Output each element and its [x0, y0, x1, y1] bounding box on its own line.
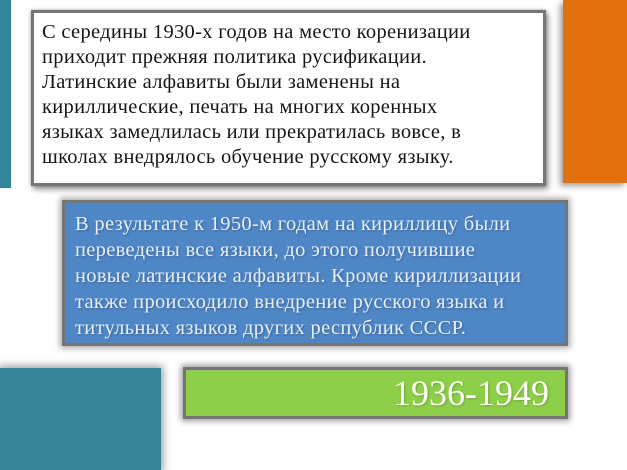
- date-range-label: 1936-1949: [393, 373, 549, 413]
- text-box-russification: [31, 10, 546, 186]
- russification-paragraph: С середины 1930-х годов на место коренизации приходит прежняя политика русификации. Латинские алфавиты были заменены на кириллические, печать на многих коренных языках замедлилась или прекратилась вовсе, в школах внедрялось обучение русскому языку.: [42, 21, 471, 168]
- date-range-box: [183, 367, 568, 419]
- teal-accent-block: [0, 368, 161, 470]
- cyrillization-paragraph: В результате к 1950-м годам на кириллицу были переведены все языки, до этого получившие новые латинские алфавиты. Кроме кириллизации также происходило внедрение русского языка и титульных языков других республик СССР.: [75, 213, 522, 339]
- text-box-cyrillization: [62, 200, 568, 346]
- teal-accent-bar: [0, 0, 11, 188]
- orange-accent-rect: [563, 0, 627, 183]
